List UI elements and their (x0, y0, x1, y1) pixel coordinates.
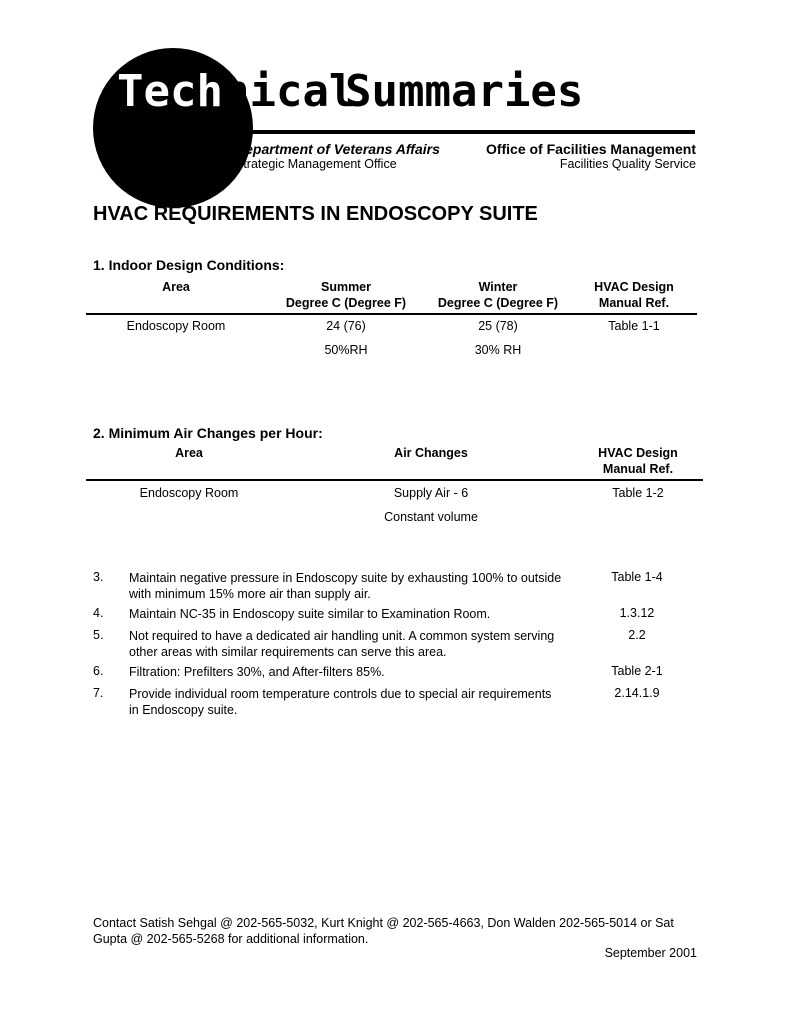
item-number: 5. (93, 628, 104, 642)
s2-header-ref-2: Manual Ref. (602, 462, 674, 476)
s1-header-area (100, 279, 252, 295)
dept-name: Department of Veterans Affairs (235, 141, 440, 157)
s1-header-summer-1: Summer (320, 280, 372, 294)
item-ref: 2.14.1.9 (614, 686, 660, 700)
logo-title-part2: nical (222, 66, 356, 117)
s2-header-area-label: Area (175, 446, 203, 460)
logo-underline (235, 130, 695, 134)
s1-header-summer (270, 279, 422, 311)
s2-header-air-label: Air Changes (394, 446, 468, 460)
section1-heading: 1. Indoor Design Conditions: (93, 257, 285, 273)
item-number: 7. (93, 686, 104, 700)
contact-info: Contact Satish Sehgal @ 202-565-5032, Kurt Knight @ 202-565-4663, Don Walden 202-565-5014 or Sat Gupta @ 202-565-5268 for additional information. (93, 916, 674, 946)
s1-header-ref-1: HVAC Design (594, 280, 674, 294)
item-ref: Table 1-4 (611, 570, 663, 584)
s2-header-air (355, 445, 507, 461)
s1-header-area-label: Area (162, 280, 190, 294)
logo-title-part1: Tech (117, 66, 223, 117)
logo-title-summaries: Summaries (345, 66, 584, 117)
item-text: Not required to have a dedicated air handling unit. A common system serving other areas with similar requirements can serve this area. (129, 629, 555, 659)
item-text: Provide individual room temperature controls due to special air requirements in Endoscopy suite. (129, 687, 552, 717)
item-number: 4. (93, 606, 104, 620)
smo-name: Strategic Management Office (235, 157, 397, 171)
s1-header-summer-2: Degree C (Degree F) (285, 296, 407, 310)
item-text: Filtration: Prefilters 30%, and After-filters 85%. (129, 665, 385, 679)
s2-row-ref: Table 1-2 (612, 486, 664, 500)
s2-header-area (113, 445, 265, 461)
item-text: Maintain negative pressure in Endoscopy suite by exhausting 100% to outside with minimum 15% more air than supply air. (129, 571, 562, 601)
item-ref: 2.2 (628, 628, 646, 642)
s2-header-ref (582, 445, 694, 477)
s1-row-summer-rh: 50%RH (324, 343, 368, 357)
s2-row-air-2: Constant volume (384, 510, 478, 524)
s1-row-winter: 25 (78) (478, 319, 518, 333)
item-number: 6. (93, 664, 104, 678)
office-name: Office of Facilities Management (485, 141, 696, 157)
s2-header-rule (86, 479, 703, 481)
s1-header-winter-2: Degree C (Degree F) (437, 296, 559, 310)
s1-row-area: Endoscopy Room (126, 319, 226, 333)
page-title: HVAC REQUIREMENTS IN ENDOSCOPY SUITE (93, 203, 538, 225)
item-number: 3. (93, 570, 104, 584)
s1-header-ref (578, 279, 690, 311)
publication-date: September 2001 (604, 946, 697, 960)
s1-row-summer: 24 (76) (326, 319, 366, 333)
s1-row-winter-rh: 30% RH (474, 343, 522, 357)
section2-heading: 2. Minimum Air Changes per Hour: (93, 425, 323, 441)
s2-row-air: Supply Air - 6 (393, 486, 469, 500)
s1-header-ref-2: Manual Ref. (598, 296, 670, 310)
s1-header-winter-1: Winter (478, 280, 518, 294)
item-ref: 1.3.12 (619, 606, 655, 620)
s2-row-area: Endoscopy Room (139, 486, 239, 500)
fqs-name: Facilities Quality Service (559, 157, 696, 171)
s1-row-ref: Table 1-1 (608, 319, 660, 333)
item-text: Maintain NC-35 in Endoscopy suite similar to Examination Room. (129, 607, 491, 621)
s1-header-winter (422, 279, 574, 311)
item-ref: Table 2-1 (611, 664, 663, 678)
s2-header-ref-1: HVAC Design (598, 446, 678, 460)
s1-header-rule (86, 313, 697, 315)
